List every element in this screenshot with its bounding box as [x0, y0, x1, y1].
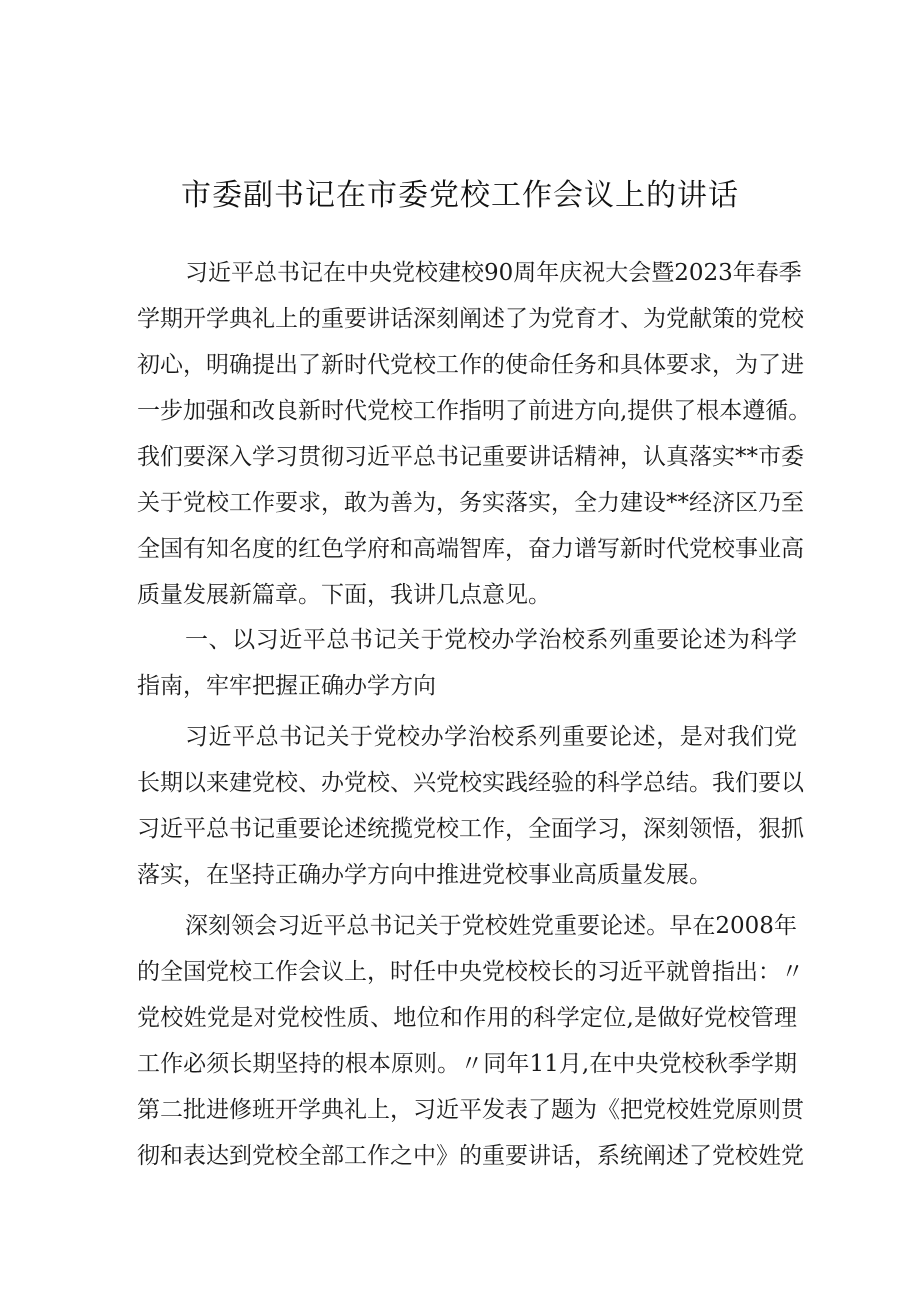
body-line: 习近平总书记重要论述统揽党校工作，全面学习，深刻领悟，狠抓 [137, 816, 804, 842]
document-title: 市委副书记在市委党校工作会议上的讲话 [181, 178, 739, 213]
body-line: 习近平总书记在中央党校建校90周年庆祝大会暨2023年春季 [185, 260, 802, 286]
section-heading-line: 一、以习近平总书记关于党校办学治校系列重要论述为科学 [185, 627, 797, 653]
body-line: 的全国党校工作会议上，时任中央党校校长的习近平就曾指出：〃 [137, 959, 804, 985]
body-line: 质量发展新篇章。下面，我讲几点意见。 [137, 582, 551, 608]
body-line: 党校姓党是对党校性质、地位和作用的科学定位,是做好党校管理 [137, 1005, 797, 1031]
body-line: 深刻领会习近平总书记关于党校姓党重要论述。早在2008年 [185, 913, 797, 939]
body-line: 全国有知名度的红色学府和高端智库，奋力谱写新时代党校事业高 [137, 536, 804, 562]
body-line: 一步加强和改良新时代党校工作指明了前进方向,提供了根本遵循。 [137, 398, 812, 424]
body-line: 学期开学典礼上的重要讲话深刻阐述了为党育才、为党献策的党校 [137, 306, 804, 332]
body-line: 关于党校工作要求，敢为善为，务实落实，全力建设**经济区乃至 [137, 490, 804, 516]
body-line: 落实，在坚持正确办学方向中推进党校事业高质量发展。 [137, 862, 712, 888]
body-line: 长期以来建党校、办党校、兴党校实践经验的科学总结。我们要以 [137, 770, 804, 796]
section-heading-line: 指南，牢牢把握正确办学方向 [137, 673, 436, 699]
body-line: 工作必须长期坚持的根本原则。〃同年11月,在中央党校秋季学期 [137, 1051, 797, 1077]
body-line: 第二批进修班开学典礼上，习近平发表了题为《把党校姓党原则贯 [137, 1097, 804, 1123]
body-line: 我们要深入学习贯彻习近平总书记重要讲话精神，认真落实**市委 [137, 444, 804, 470]
body-line: 习近平总书记关于党校办学治校系列重要论述，是对我们党 [185, 724, 797, 750]
body-line: 彻和表达到党校全部工作之中》的重要讲话，系统阐述了党校姓党 [137, 1143, 804, 1169]
body-line: 初心，明确提出了新时代党校工作的使命任务和具体要求，为了进 [137, 352, 804, 378]
